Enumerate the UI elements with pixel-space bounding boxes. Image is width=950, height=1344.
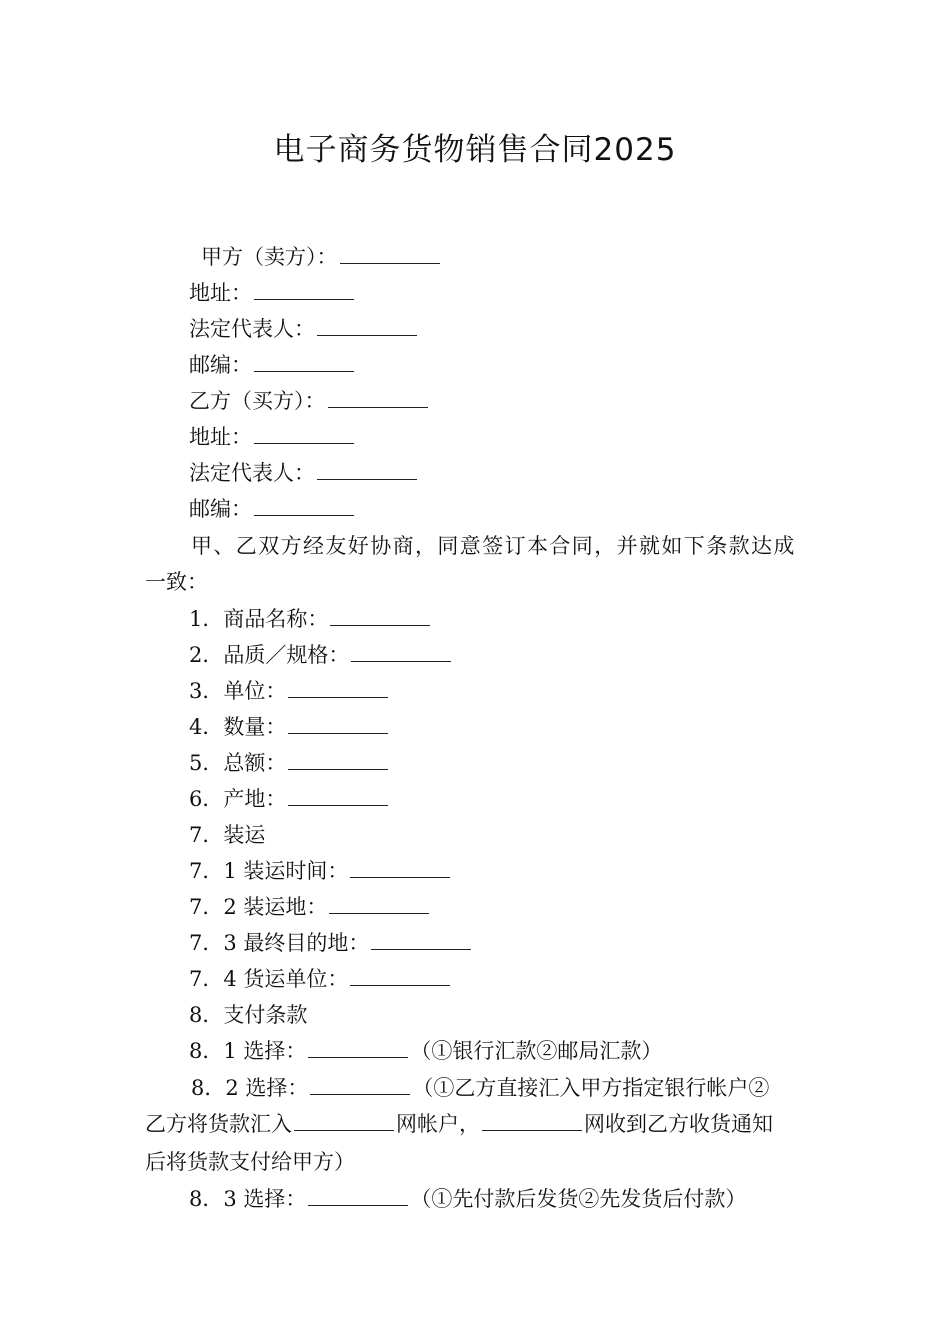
item-8-1-options: （①银行汇款②邮局汇款） bbox=[410, 1039, 663, 1063]
document-title: 电子商务货物销售合同2025 bbox=[273, 132, 677, 168]
item-7-4-line bbox=[189, 964, 452, 994]
item-8-1-label: 8．1 选择： bbox=[189, 1039, 307, 1063]
party-b-blank bbox=[328, 389, 428, 408]
item-7-3-blank bbox=[371, 931, 471, 950]
party-b-line bbox=[189, 386, 430, 416]
party-a-line bbox=[201, 242, 442, 272]
intro-paragraph-line-2: 一致： bbox=[145, 570, 208, 594]
item-6-blank bbox=[288, 787, 388, 806]
item-8-2-text-b: 网帐户， bbox=[396, 1112, 480, 1136]
item-7-heading: 7．装运 bbox=[189, 823, 266, 847]
item-8-2-options: （①乙方直接汇入甲方指定银行帐户② bbox=[412, 1076, 770, 1100]
item-8-heading: 8．支付条款 bbox=[189, 1003, 308, 1027]
item-7-3-line bbox=[189, 928, 473, 958]
zip-b-line bbox=[189, 494, 356, 524]
zip-b-blank bbox=[254, 497, 354, 516]
item-3-label: 3．单位： bbox=[189, 679, 287, 703]
rep-b-label: 法定代表人： bbox=[189, 461, 315, 485]
item-8-2-text-c: 网收到乙方收货通知 bbox=[584, 1112, 773, 1136]
item-7-1-blank bbox=[350, 859, 450, 878]
zip-b-label: 邮编： bbox=[189, 497, 252, 521]
item-8-3-blank bbox=[308, 1187, 408, 1206]
item-8-2-line-3: 后将货款支付给甲方） bbox=[145, 1150, 355, 1174]
address-a-blank bbox=[254, 281, 354, 300]
party-b-label: 乙方（买方）： bbox=[189, 389, 326, 413]
item-7-1-label: 7．1 装运时间： bbox=[189, 859, 349, 883]
item-2-line bbox=[189, 640, 453, 670]
item-1-blank bbox=[330, 607, 430, 626]
item-2-label: 2．品质／规格： bbox=[189, 643, 350, 667]
item-7-2-line bbox=[189, 892, 431, 922]
item-8-2-text-a: 乙方将货款汇入 bbox=[145, 1112, 292, 1136]
item-7-4-blank bbox=[350, 967, 450, 986]
address-b-blank bbox=[254, 425, 354, 444]
item-3-line bbox=[189, 676, 390, 706]
item-8-3-line bbox=[189, 1184, 746, 1214]
zip-a-blank bbox=[254, 353, 354, 372]
item-4-blank bbox=[288, 715, 388, 734]
item-8-2-line-2 bbox=[145, 1109, 773, 1139]
item-8-2-label: 8．2 选择： bbox=[191, 1076, 309, 1100]
item-3-blank bbox=[288, 679, 388, 698]
rep-a-blank bbox=[317, 317, 417, 336]
address-a-line bbox=[189, 278, 356, 308]
item-7-4-label: 7．4 货运单位： bbox=[189, 967, 349, 991]
item-5-blank bbox=[288, 751, 388, 770]
item-4-label: 4．数量： bbox=[189, 715, 287, 739]
rep-b-line bbox=[189, 458, 419, 488]
item-7-3-label: 7．3 最终目的地： bbox=[189, 931, 370, 955]
party-a-blank bbox=[340, 245, 440, 264]
rep-a-line bbox=[189, 314, 419, 344]
item-2-blank bbox=[351, 643, 451, 662]
item-8-2-blank-website-1 bbox=[294, 1112, 394, 1131]
party-a-label: 甲方（卖方）： bbox=[201, 245, 338, 269]
item-8-2-blank bbox=[310, 1076, 410, 1095]
item-7-2-label: 7．2 装运地： bbox=[189, 895, 328, 919]
address-b-label: 地址： bbox=[189, 425, 252, 449]
address-b-line bbox=[189, 422, 356, 452]
intro-paragraph-line-1: 甲、乙双方经友好协商，同意签订本合同，并就如下条款达成 bbox=[191, 534, 796, 558]
item-8-2-blank-website-2 bbox=[482, 1112, 582, 1131]
item-8-3-label: 8．3 选择： bbox=[189, 1187, 307, 1211]
item-4-line bbox=[189, 712, 390, 742]
zip-a-label: 邮编： bbox=[189, 353, 252, 377]
item-6-line bbox=[189, 784, 390, 814]
rep-b-blank bbox=[317, 461, 417, 480]
item-8-2-line-1 bbox=[191, 1073, 769, 1103]
item-8-3-options: （①先付款后发货②先发货后付款） bbox=[410, 1187, 747, 1211]
item-7-2-blank bbox=[329, 895, 429, 914]
item-5-line bbox=[189, 748, 390, 778]
item-5-label: 5．总额： bbox=[189, 751, 287, 775]
item-7-1-line bbox=[189, 856, 452, 886]
item-8-1-blank bbox=[308, 1039, 408, 1058]
item-6-label: 6．产地： bbox=[189, 787, 287, 811]
zip-a-line bbox=[189, 350, 356, 380]
rep-a-label: 法定代表人： bbox=[189, 317, 315, 341]
item-8-1-line bbox=[189, 1036, 662, 1066]
item-1-line bbox=[189, 604, 432, 634]
address-a-label: 地址： bbox=[189, 281, 252, 305]
item-1-label: 1．商品名称： bbox=[189, 607, 329, 631]
